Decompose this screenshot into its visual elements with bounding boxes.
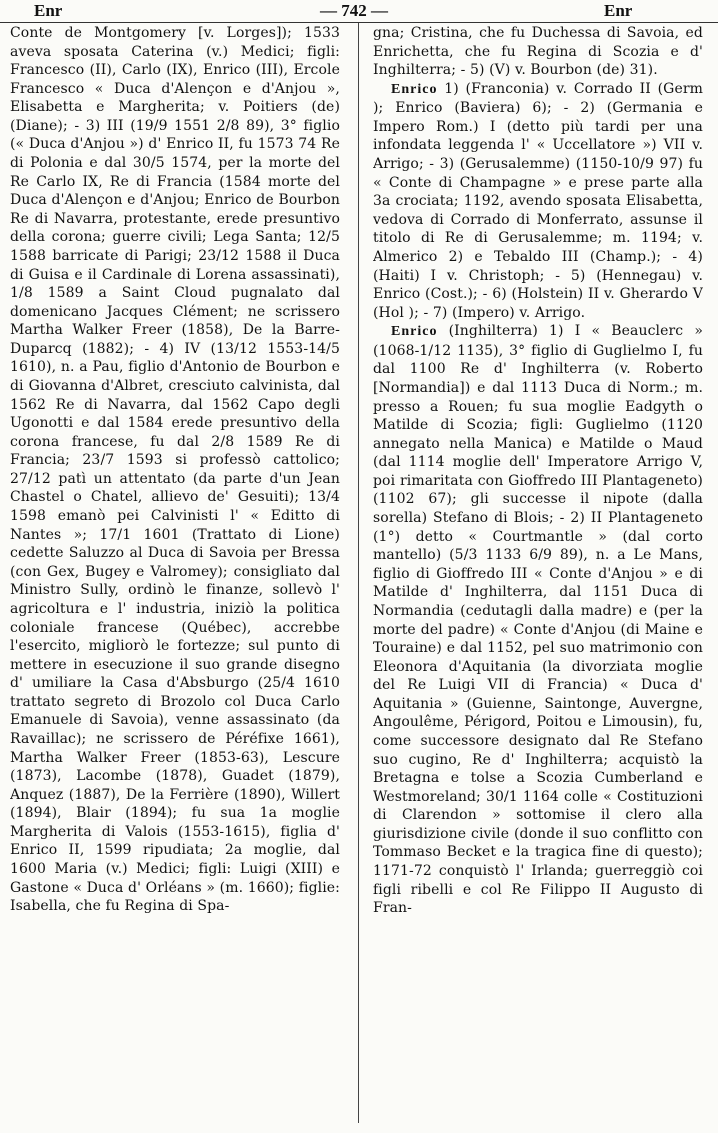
header-left-guide-word: Enr	[34, 1, 63, 20]
page-header	[0, 0, 718, 23]
left-column	[10, 24, 340, 1124]
right-column	[373, 24, 703, 1124]
column-divider	[358, 23, 359, 1123]
left-column-text: Conte de Montgomery [v. Lorges]); 1533 aveva sposata Caterina (v.) Medici; figli: Francesco (II), Carlo (IX), Enrico (III), Ercole Francesco « Duca d'Alençon e d'Anjou », Elisabetta e Margherita; v. Poitiers (de) (Diane); - 3) III (19/9 1551 2/8 89), 3° figlio (« Duca d'Anjou ») d' Enrico II, fu 1573 74 Re di Polonia e dal 30/5 1574, per la morte del Re Carlo IX, Re di Francia (1584 morte del Duca d'Alençon e d'Anjou; Enrico de Bourbon Re di Navarra, protestante, erede presuntivo della corona; guerre civili; Lega Santa; 12/5 1588 barricate di Parigi; 23/12 1588 il Duca di Guisa e il Cardinale di Lorena assassinati), 1/8 1589 a Saint Cloud pugnalato dal domenicano Jacques Clément; ne scrissero Martha Walker Freer (1858), De la Barre-Duparcq (1882); - 4) IV (13/12 1553-14/5 1610), n. a Pau, figlio d'Antonio de Bourbon e di Giovanna d'Albret, cresciuto calvinista, dal 1562 Re di Navarra, dal 1562 Capo degli Ugonotti e dal 1584 erede presuntivo della corona francese, fu dal 2/8 1589 Re di Francia; 23/7 1593 si professò cattolico; 27/12 patì un attentato (da parte d'un Jean Chastel o Chatel, allievo de' Gesuiti); 13/4 1598 emanò pei Calvinisti l' « Editto di Nantes »; 17/1 1601 (Trattato di Lione) cedette Saluzzo al Duca di Savoia per Bressa (con Gex, Bugey e Valromey); consigliato dal Ministro Sully, ordinò le finanze, sollevò l' agricoltura e l' industria, iniziò la politica coloniale francese (Québec), accrebbe l'esercito, migliorò le fortezze; sul punto di mettere in esecuzione il suo grande disegno d' umiliare la Casa d'Absburgo (25/4 1610 trattato segreto di Brozolo col Duca Carlo Emanuele di Savoia), venne assassinato (da Ravaillac); ne scrissero de Péréfixe 1661), Martha Walker Freer (1853-63), Lescure (1873), Lacombe (1878), Guadet (1879), Anquez (1887), De la Ferrière (1890), Willert (1894), Blair (1894); fu sua 1a moglie Margherita di Valois (1553-1615), figlia d' Enrico II, 1599 ripudiata; 2a moglie, dal 1600 Maria (v.) Medici; figli: Luigi (XIII) e Gastone « Duca d' Orléans » (m. 1660); figlie: Isabella, che fu Regina di Spa-	[10, 25, 340, 915]
page-number: — 742 —	[320, 1, 388, 20]
entry-body: (Inghilterra) 1) I « Beauclerc » (1068-1/12 1135), 3° figlio di Guglielmo I, fu dal 1100 Re d' Inghilterra (v. Roberto [Normandia]) e dal 1113 Duca di Norm.; m. presso a Rouen; fu sua moglie Eadgyth o Matilde di Scozia; figli: Guglielmo (1120 annegato nella Manica) e Matilde o Maud (dal 1114 moglie dell' Imperatore Arrigo V, poi rimaritata con Gioffredo III Plantageneto) (1102 67); gli successe il nipote (dalla sorella) Stefano di Blois; - 2) II Plantageneto (1°) detto « Courtmantle » (dal corto mantello) (5/3 1133 6/9 89), n. a Le Mans, figlio di Gioffredo III « Conte d'Anjou » e di Matilde d' Inghilterra, dal 1151 Duca di Normandia (cedutagli dalla madre) e (per la morte del padre) « Conte d'Anjou (di Maine e Touraine) e dal 1152, pel suo matrimonio con Eleonora d'Aquitania (la divorziata moglie del Re Luigi VII di Francia) « Duca d' Aquitania » (Guienne, Saintonge, Auvergne, Angoulême, Périgord, Poitou e Limousin), fu, come successore designato dal Re Stefano suo cugino, Re d' Inghilterra; acquistò la Bretagna e tolse a Scozia Cumberland e Westmoreland; 30/1 1164 colle « Costituzioni di Clarendon » sottomise il clero alla giurisdizione civile (donde il suo conflitto con Tommaso Becket e la tragica fine di questo); 1171-72 conquistò l' Irlanda; guerreggiò coi figli ribelli e col Re Filippo II Augusto di Fran-	[373, 323, 703, 917]
entry-enrico-franconia	[373, 80, 703, 323]
entry-headword: Enrico	[391, 324, 438, 340]
entry-body: 1) (Franconia) v. Corrado II (Germ ); Enrico (Baviera) 6); - 2) (Germania e Impero Rom.) I (detto più tardi per una infondata leggenda l' « Uccellatore ») VII v. Arrigo; - 3) (Gerusalemme) (1150-10/9 97) fu « Conte di Champagne » e prese parte alla 3a crociata; 1192, avendo sposata Elisabetta, vedova di Corrado di Monferrato, assunse il titolo di Re di Gerusalemme; m. 1194; v. Almerico 2) e Tebaldo III (Champ.); - 4) (Haiti) I v. Christoph; - 5) (Hennegau) v. Enrico (Cost.); - 6) (Holstein) II v. Gherardo V (Hol ); - 7) (Impero) v. Arrigo.	[373, 80, 703, 321]
header-right-guide-word: Enr	[604, 1, 633, 20]
entry-headword: Enrico	[391, 81, 438, 97]
entry-enrico-inghilterra	[373, 322, 703, 918]
right-column-intro: gna; Cristina, che fu Duchessa di Savoia, ed Enrichetta, che fu Regina di Scozia e d' Inghilterra; - 5) (V) v. Bourbon (de) 31).	[373, 25, 703, 79]
